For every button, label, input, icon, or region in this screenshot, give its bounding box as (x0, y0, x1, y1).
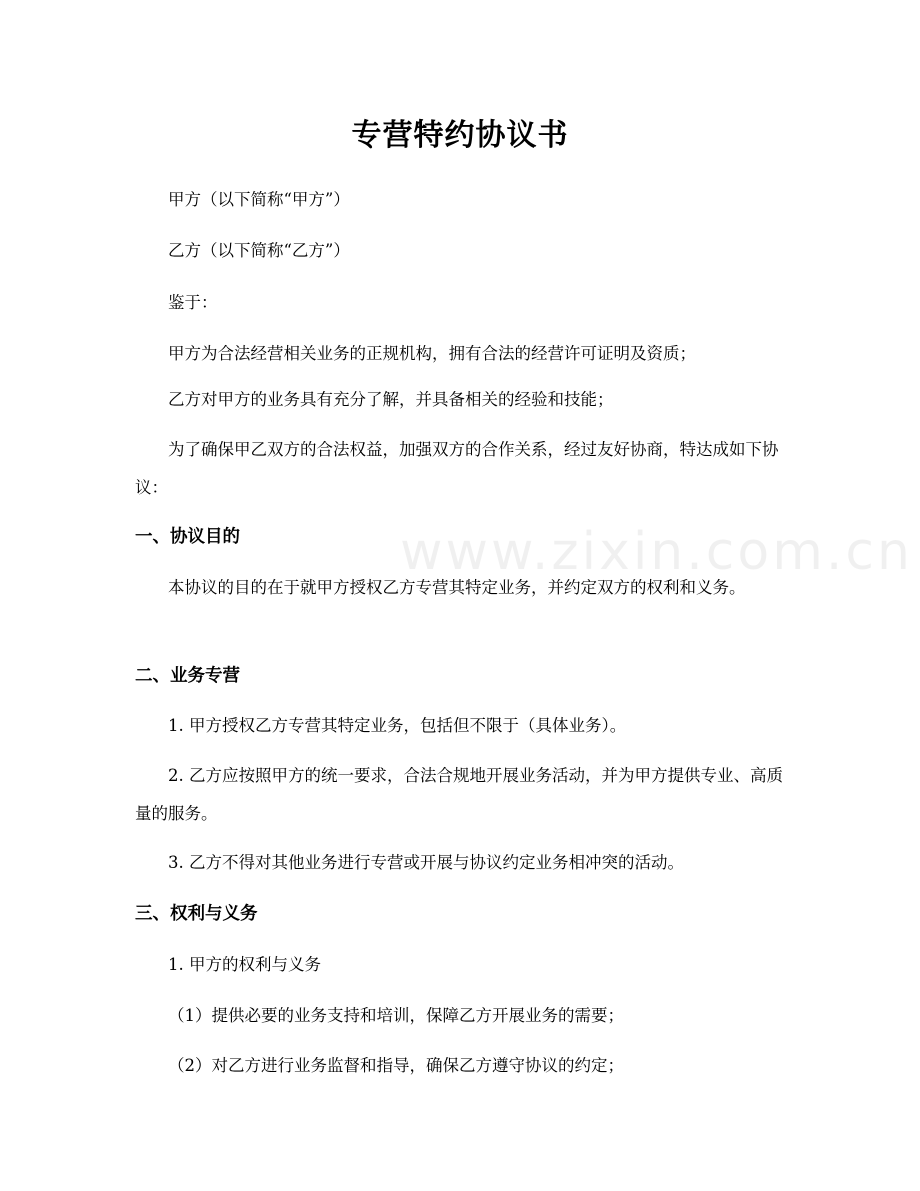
whereas-clause-3: 为了确保甲乙双方的合法权益，加强双方的合作关系，经过友好协商，特达成如下协议： (135, 440, 779, 497)
section-2-item: 2. 乙方应按照甲方的统一要求，合法合规地开展业务活动，并为甲方提供专业、高质量的服务。 (135, 766, 783, 823)
whereas-clause-1: 甲方为合法经营相关业务的正规机构，拥有合法的经营许可证明及资质； (168, 344, 696, 363)
watermark: www.zixin.com.cn (400, 522, 913, 582)
party-a-line: 甲方（以下简称“甲方”） (168, 190, 350, 209)
whereas-label: 鉴于： (168, 293, 218, 312)
section-3-subheading: 1. 甲方的权利与义务 (168, 955, 321, 974)
section-3-item: （1）提供必要的业务支持和培训，保障乙方开展业务的需要； (168, 1006, 624, 1025)
section-3-item: （2）对乙方进行业务监督和指导，确保乙方遵守协议的约定； (168, 1056, 624, 1075)
section-2-heading: 二、业务专营 (135, 666, 240, 686)
section-2-item: 1. 甲方授权乙方专营其特定业务，包括但不限于（具体业务）。 (168, 716, 627, 735)
party-b-line: 乙方（以下简称“乙方”） (168, 241, 350, 260)
section-2-item: 3. 乙方不得对其他业务进行专营或开展与协议约定业务相冲突的活动。 (168, 853, 684, 872)
section-1-heading: 一、协议目的 (135, 527, 240, 547)
section-1-body: 本协议的目的在于就甲方授权乙方专营其特定业务，并约定双方的权利和义务。 (168, 578, 746, 597)
whereas-clause-2: 乙方对甲方的业务具有充分了解，并具备相关的经验和技能； (168, 390, 614, 409)
section-3-heading: 三、权利与义务 (135, 904, 258, 924)
document-title: 专营特约协议书 (351, 118, 569, 153)
